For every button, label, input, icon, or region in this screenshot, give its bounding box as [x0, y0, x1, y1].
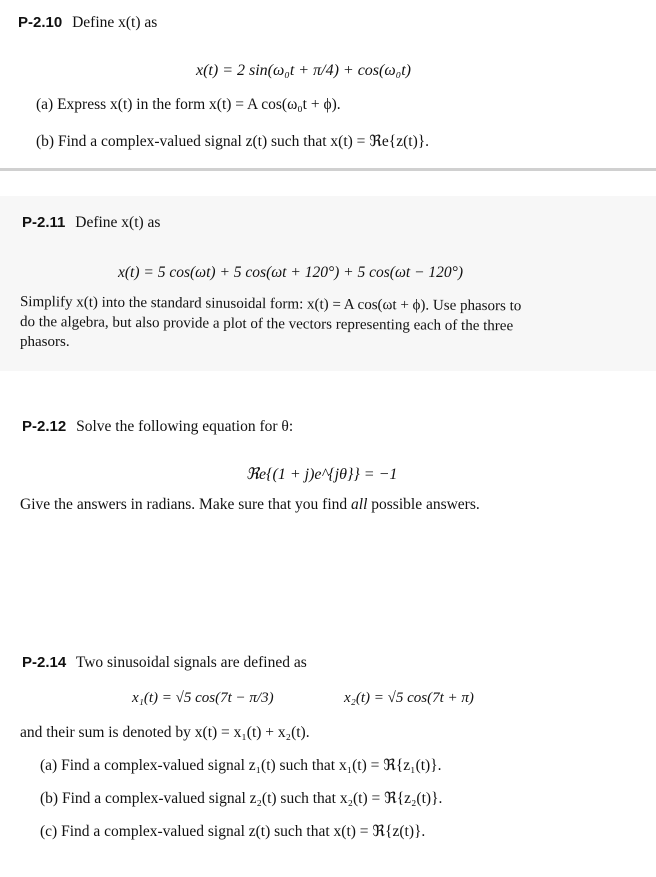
instruction-text-end: possible answers. — [371, 496, 480, 513]
equation: x(t) = 2 sin(ω₀t + π/4) + cos(ω₀t) — [196, 62, 411, 79]
part-a: (a) Express x(t) in the form x(t) = A cos(ω₀t + ϕ). — [36, 96, 341, 113]
equation-x2: x₂(t) = √5 cos(7t + π) — [344, 690, 474, 706]
problem-intro: Solve the following equation for θ: — [76, 418, 294, 435]
problem-number: P-2.14 — [22, 654, 67, 671]
problem-2-11-header — [22, 214, 160, 232]
answer-instruction — [20, 496, 480, 514]
part-a: (a) Find a complex-valued signal z₁(t) such that x₁(t) = ℜ{z₁(t)}. — [40, 757, 442, 774]
equation: x(t) = 5 cos(ωt) + 5 cos(ωt + 120°) + 5 cos(ωt − 120°) — [118, 264, 464, 281]
body-line-3: phasors. — [20, 334, 70, 350]
scan-divider — [0, 168, 656, 171]
problem-2-10-header — [18, 14, 157, 32]
part-b: (b) Find a complex-valued signal z₂(t) such that x₂(t) = ℜ{z₂(t)}. — [40, 790, 443, 807]
equation-x1: x₁(t) = √5 cos(7t − π/3) — [132, 690, 274, 706]
body-line-1: Simplify x(t) into the standard sinusoidal form: x(t) = A cos(ωt + ϕ). Use phasors to — [19, 294, 522, 315]
problem-number: P-2.12 — [22, 418, 67, 435]
instruction-text: Give the answers in radians. Make sure that you find — [20, 496, 348, 513]
problem-intro: Define x(t) as — [72, 14, 158, 31]
sum-definition: and their sum is denoted by x(t) = x₁(t) + x₂(t). — [20, 724, 310, 741]
part-c: (c) Find a complex-valued signal z(t) such that x(t) = ℜ{z(t)}. — [40, 823, 426, 840]
problem-2-14-header — [22, 654, 307, 672]
problem-number: P-2.11 — [22, 214, 66, 231]
body-line-2: do the algebra, but also provide a plot of the vectors representing each of the three — [19, 314, 514, 335]
problem-intro: Two sinusoidal signals are defined as — [75, 654, 307, 671]
problem-intro: Define x(t) as — [75, 214, 161, 231]
part-b: (b) Find a complex-valued signal z(t) such that x(t) = ℜe{z(t)}. — [36, 133, 430, 150]
equation: ℜe{(1 + j)e^{jθ}} = −1 — [246, 466, 398, 483]
problem-number: P-2.10 — [18, 14, 63, 31]
instruction-emphasis: all — [351, 496, 368, 513]
problem-2-12-header — [22, 418, 293, 436]
